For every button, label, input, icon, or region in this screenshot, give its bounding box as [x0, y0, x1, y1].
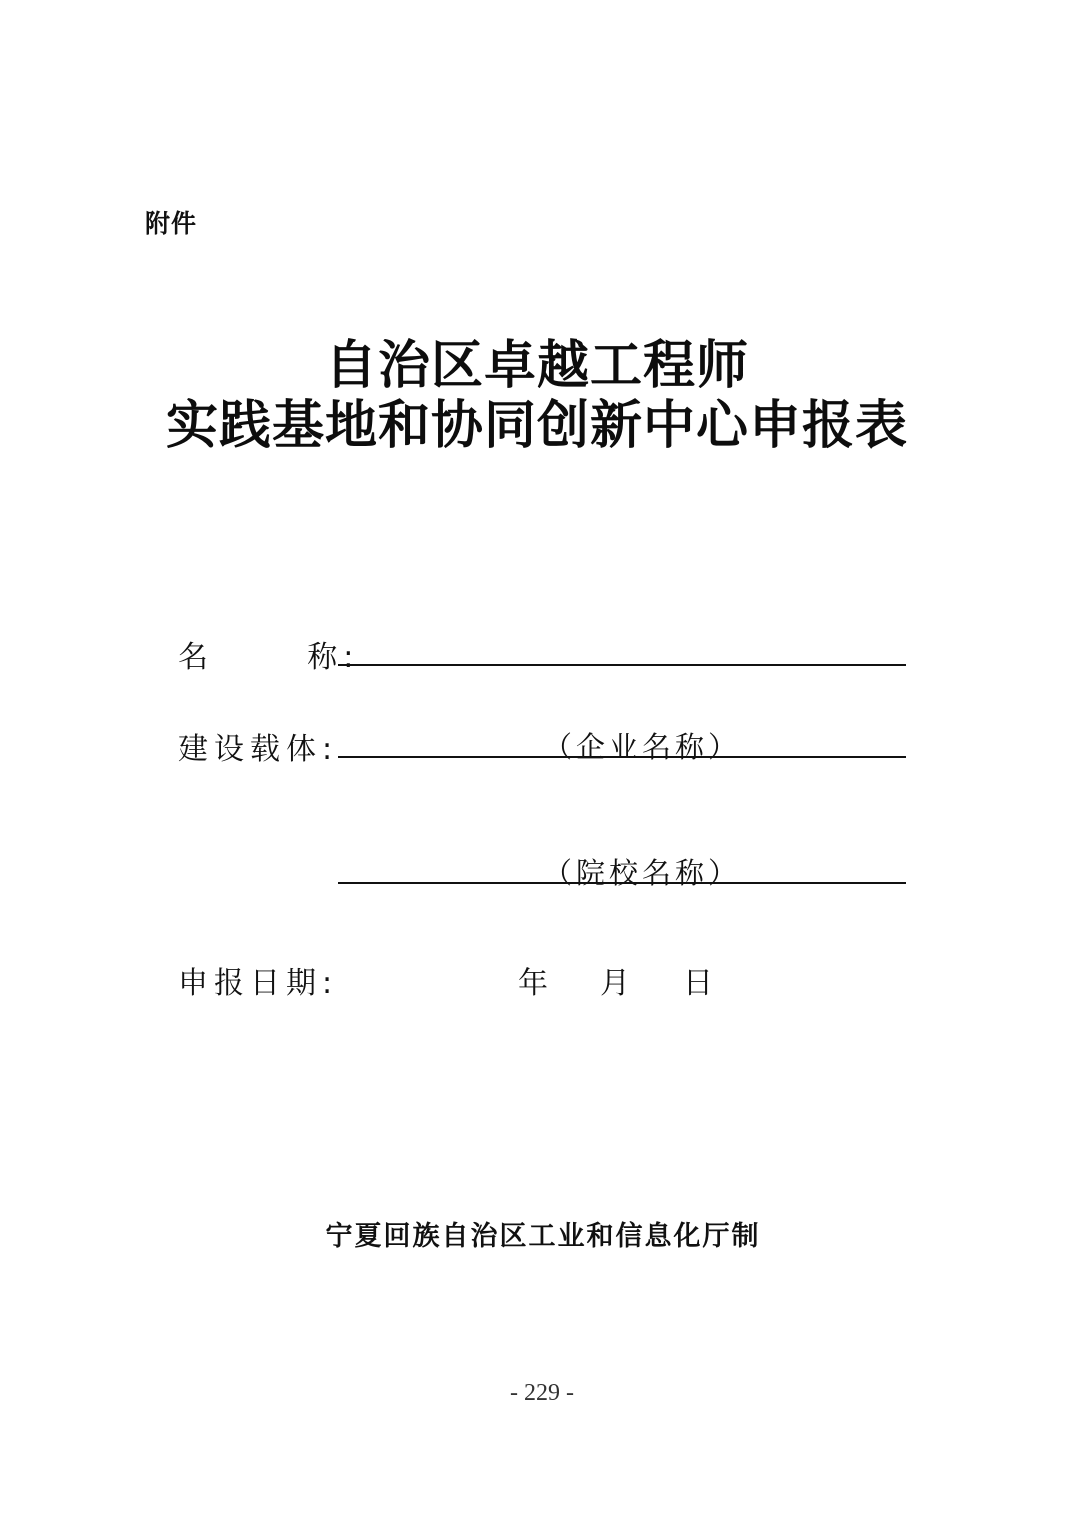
enterprise-name-hint: （企业名称） [542, 730, 741, 764]
carrier-field-label: 建设载体: [178, 732, 339, 767]
name-field-label: 名 称: [178, 640, 360, 675]
school-name-hint: （院校名称） [542, 856, 741, 890]
document-title [0, 336, 1074, 456]
date-year-label: 年 [518, 966, 548, 1001]
attachment-label: 附件 [145, 209, 198, 238]
name-field-line [338, 664, 906, 666]
school-name-line [338, 882, 906, 884]
date-day-label: 日 [683, 966, 713, 1001]
enterprise-name-line [338, 756, 906, 758]
date-field-label: 申报日期: [178, 966, 339, 1001]
title-line-2: 实践基地和协同创新中心申报表 [165, 395, 908, 456]
date-month-label: 月 [600, 966, 630, 1001]
issuer-name: 宁夏回族自治区工业和信息化厅制 [325, 1221, 761, 1252]
page-number: - 229 - [510, 1380, 574, 1406]
title-line-1: 自治区卓越工程师 [324, 335, 749, 396]
